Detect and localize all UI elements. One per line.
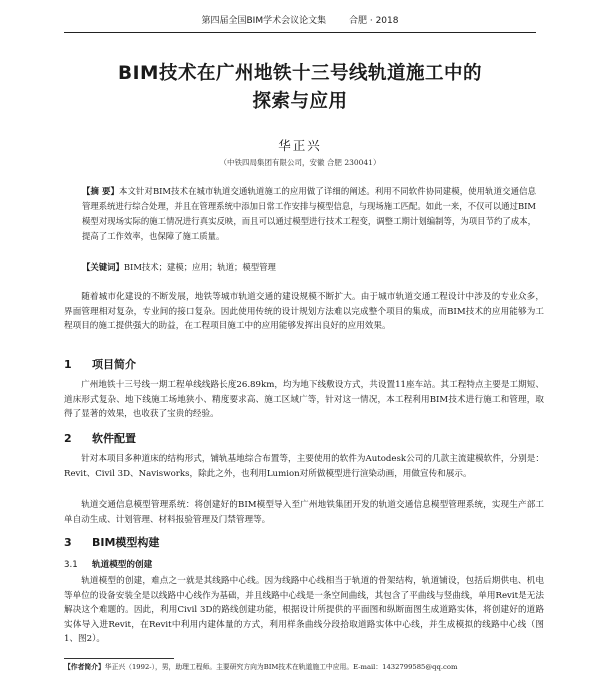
section-number: 2 <box>64 432 72 445</box>
section-heading-1 <box>64 356 136 372</box>
author-footnote <box>64 662 544 672</box>
subsection-heading-3-1 <box>64 558 152 570</box>
section-heading-3 <box>64 534 159 550</box>
section-1-paragraph: 广州地铁十三号线一期工程单线线路长度26.89km，均为地下线敷设方式，共设置11座车站。其工程特点主要是工期短、道床形式复杂、地下线施工场地狭小、精度要求高、施工区域广等，针对这一情况，本工程利用BIM技术进行施工和管理，取得了显著的效果，也收获了宝贵的经验。 <box>64 380 544 420</box>
author-affiliation: （中铁四局集团有限公司，安徽 合肥 230041） <box>219 158 381 167</box>
title-line-2: 探索与应用 <box>252 91 348 112</box>
section-2-paragraph-2: 轨道交通信息模型管理系统：将创建好的BIM模型导入至广州地铁集团开发的轨道交通信息模型管理系统，实现生产部工单自动生成、计划管理、材料报验管理及门禁管理等。 <box>64 500 544 525</box>
journal-name: 第四届全国BIM学术会议论文集 <box>201 16 327 26</box>
section-title: 项目简介 <box>92 358 136 371</box>
section-number: 3 <box>64 536 72 549</box>
keywords-text: BIM技术；建模；应用；轨道；模型管理 <box>123 262 276 272</box>
section-heading-2 <box>64 430 136 446</box>
abstract <box>82 184 536 244</box>
title-line-1: BIM技术在广州地铁十三号线轨道施工中的 <box>118 63 482 84</box>
abstract-label: 【摘 要】 <box>82 186 119 196</box>
footnote-text: 华正兴（1992-），男，助理工程师。主要研究方向为BIM技术在轨道施工中应用。E-mail：1432799585@qq.com <box>104 663 458 671</box>
running-header <box>64 14 536 33</box>
subsection-number: 3.1 <box>64 560 78 570</box>
author-name: 华正兴 <box>278 138 322 153</box>
footnote-divider <box>64 658 174 659</box>
subsection-title: 轨道模型的创建 <box>92 560 153 570</box>
abstract-text: 本文针对BIM技术在城市轨道交通轨道施工的应用做了详细的阐述。利用不同软件协同建模，使用轨道交通信息管理系统进行综合处理，并且在管理系统中添加日常工作安排与模型信息，与现场施工匹配。如此一来，不仅可以通过BIM模型对现场实际的施工情况进行真实反映，而且可以通过模型进行技术工程变，调整工期计划编制等，为项目节约了成本，提高了工作效率，也保障了施工质量。 <box>82 186 536 241</box>
footnote-label: 【作者简介】 <box>64 663 105 671</box>
keywords <box>82 260 536 274</box>
keywords-label: 【关键词】 <box>82 262 124 272</box>
conference-location-year: 合肥 · 2018 <box>348 16 399 26</box>
section-2-paragraph-1: 针对本项目多种道床的结构形式，铺轨基地综合布置等，主要使用的软件为Autodesk公司的几款主流建模软件，分别是：Revit、Civil 3D、Navisworks，除此之外，也利用Lumion对所做模型进行渲染动画，用做宣传和展示。 <box>64 454 544 479</box>
subsection-3-1-paragraph: 轨道模型的创建，难点之一就是其线路中心线。因为线路中心线相当于轨道的骨架结构，轨道铺设，包括后期供电、机电等单位的设备安装全是以线路中心线作为基础，并且线路中心线是一条空间曲线，其包含了平曲线与竖曲线，单用Revit是无法解决这个难题的。因此，利用Civil 3D的路线创建功能，根据设计所提供的平面图和纵断面图生成道路实体，将创建好的道路实体导入进Revit，在Revit中利用内建体量的方式，利用样条曲线分段拾取道路实体中心线，并生成模拟的线路中心线（图1、图2）。 <box>64 576 544 645</box>
section-title: 软件配置 <box>92 432 136 445</box>
intro-paragraph: 随着城市化建设的不断发展，地铁等城市轨道交通的建设规模不断扩大。由于城市轨道交通工程设计中涉及的专业众多，界面管理相对复杂，专业间的接口复杂。因此使用传统的设计规划方法难以完成整个项目的集成，而BIM技术的应用能够为工程项目的施工提供强大的助益，在工程项目施工中的应用能够发挥出良好的应用效果。 <box>64 292 544 332</box>
section-number: 1 <box>64 358 72 371</box>
paper-title <box>40 60 560 116</box>
section-title: BIM模型构建 <box>92 536 160 549</box>
